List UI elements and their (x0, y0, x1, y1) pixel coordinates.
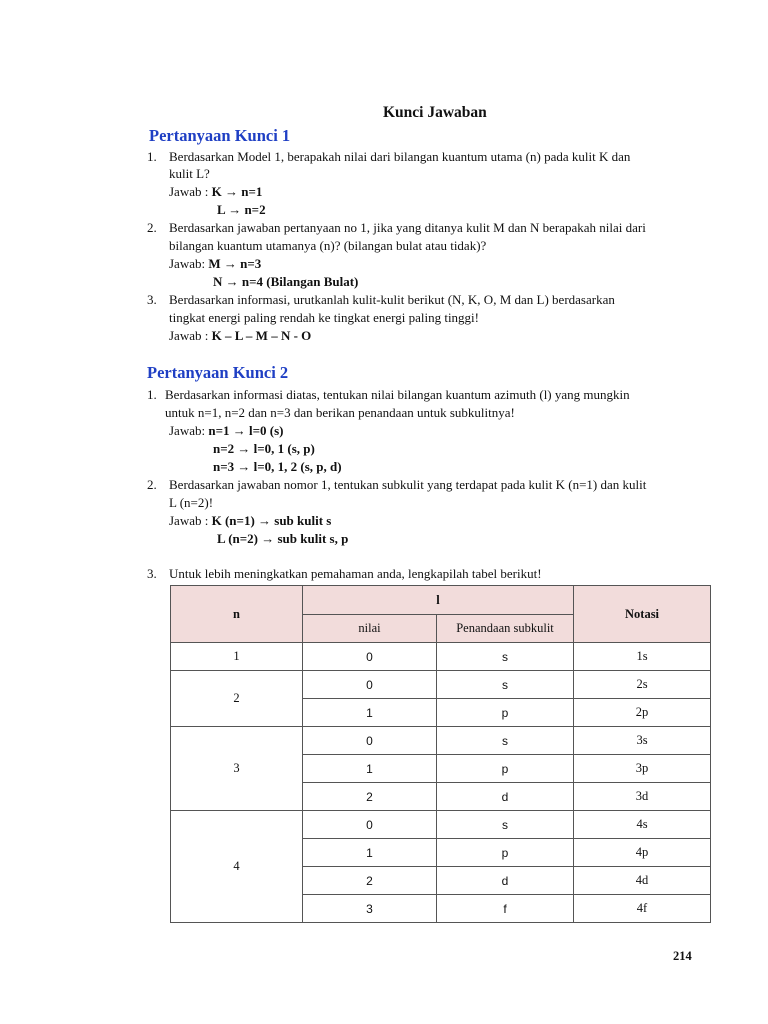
answer-line (169, 512, 331, 530)
cell-subkulit: s (437, 671, 574, 699)
answer-line (169, 183, 262, 201)
cell-notasi: 4d (574, 867, 711, 895)
answer-value: n=2 → l=0, 1 (s, p) (213, 441, 315, 456)
cell-nilai: 0 (303, 643, 437, 671)
cell-notasi: 4s (574, 811, 711, 839)
cell-n: 2 (171, 671, 303, 727)
answer-prefix: Jawab: (169, 423, 209, 438)
cell-nilai: 0 (303, 671, 437, 699)
question-text: Berdasarkan jawaban nomor 1, tentukan subkulit yang terdapat pada kulit K (n=1) dan kulit (169, 477, 647, 492)
cell-notasi: 3s (574, 727, 711, 755)
cell-nilai: 0 (303, 811, 437, 839)
cell-nilai: 3 (303, 895, 437, 923)
answer-value: M → n=3 (208, 256, 262, 271)
page-number: 214 (673, 949, 692, 963)
answer-prefix: Jawab: (169, 256, 209, 271)
section-heading-kunci-1: Pertanyaan Kunci 1 (149, 126, 291, 145)
header-notasi: Notasi (574, 586, 711, 643)
cell-n: 1 (171, 643, 303, 671)
question-text: kulit L? (169, 166, 210, 181)
cell-nilai: 1 (303, 699, 437, 727)
cell-nilai: 2 (303, 783, 437, 811)
answer-line (169, 327, 311, 345)
cell-subkulit: s (437, 643, 574, 671)
header-n: n (171, 586, 303, 643)
question-text: Berdasarkan informasi diatas, tentukan nilai bilangan kuantum azimuth (l) yang mungkin (165, 387, 630, 402)
answer-prefix: Jawab : (169, 184, 212, 199)
question-number: 1. (147, 149, 157, 164)
cell-subkulit: p (437, 839, 574, 867)
cell-n: 3 (171, 727, 303, 811)
cell-nilai: 0 (303, 727, 437, 755)
question-text: tingkat energi paling rendah ke tingkat energi paling tinggi! (169, 310, 479, 325)
answer-line (169, 422, 283, 440)
table-row (171, 643, 711, 671)
cell-subkulit: s (437, 727, 574, 755)
cell-notasi: 3d (574, 783, 711, 811)
question-text: bilangan kuantum utamanya (n)? (bilangan bulat atau tidak)? (169, 238, 487, 253)
question-text: untuk n=1, n=2 dan n=3 dan berikan penandaan untuk subkulitnya! (165, 405, 515, 420)
question-number: 1. (147, 387, 157, 402)
cell-nilai: 1 (303, 839, 437, 867)
section-heading-kunci-2: Pertanyaan Kunci 2 (147, 363, 289, 382)
cell-subkulit: p (437, 699, 574, 727)
cell-notasi: 1s (574, 643, 711, 671)
answer-value: n=3 → l=0, 1, 2 (s, p, d) (213, 459, 342, 474)
table-row (171, 671, 711, 699)
answer-value: L → n=2 (217, 202, 266, 217)
answer-line (169, 255, 261, 273)
header-l: l (303, 586, 574, 615)
cell-subkulit: f (437, 895, 574, 923)
cell-subkulit: p (437, 755, 574, 783)
cell-notasi: 2s (574, 671, 711, 699)
question-text: L (n=2)! (169, 495, 214, 510)
answer-value: K → n=1 (211, 184, 263, 199)
question-text: Untuk lebih meningkatkan pemahaman anda, lengkapilah tabel berikut! (169, 566, 542, 581)
question-number: 2. (147, 477, 157, 492)
header-nilai: nilai (303, 615, 437, 643)
page-title: Kunci Jawaban (383, 104, 487, 121)
header-penandaan-subkulit: Penandaan subkulit (437, 615, 574, 643)
cell-n: 4 (171, 811, 303, 923)
answer-value: K (n=1) → sub kulit s (211, 513, 332, 528)
answer-prefix: Jawab : (169, 328, 212, 343)
cell-notasi: 3p (574, 755, 711, 783)
answer-prefix: Jawab : (169, 513, 212, 528)
question-number: 3. (147, 566, 157, 581)
cell-subkulit: s (437, 811, 574, 839)
question-text: Berdasarkan jawaban pertanyaan no 1, jika yang ditanya kulit M dan N berapakah nilai dari (169, 220, 646, 235)
answer-value: L (n=2) → sub kulit s, p (217, 531, 349, 546)
cell-notasi: 4p (574, 839, 711, 867)
cell-subkulit: d (437, 783, 574, 811)
answer-value: K – L – M – N - O (211, 328, 312, 343)
cell-notasi: 2p (574, 699, 711, 727)
table-row (171, 811, 711, 839)
answer-value: n=1 → l=0 (s) (208, 423, 284, 438)
table-row (171, 727, 711, 755)
question-number: 3. (147, 292, 157, 307)
cell-nilai: 1 (303, 755, 437, 783)
cell-subkulit: d (437, 867, 574, 895)
cell-nilai: 2 (303, 867, 437, 895)
quantum-number-table (170, 585, 711, 923)
cell-notasi: 4f (574, 895, 711, 923)
question-text: Berdasarkan informasi, urutkanlah kulit-kulit berikut (N, K, O, M dan L) berdasarkan (169, 292, 615, 307)
question-text: Berdasarkan Model 1, berapakah nilai dari bilangan kuantum utama (n) pada kulit K dan (169, 149, 631, 164)
answer-value: N → n=4 (Bilangan Bulat) (213, 274, 359, 289)
question-number: 2. (147, 220, 157, 235)
